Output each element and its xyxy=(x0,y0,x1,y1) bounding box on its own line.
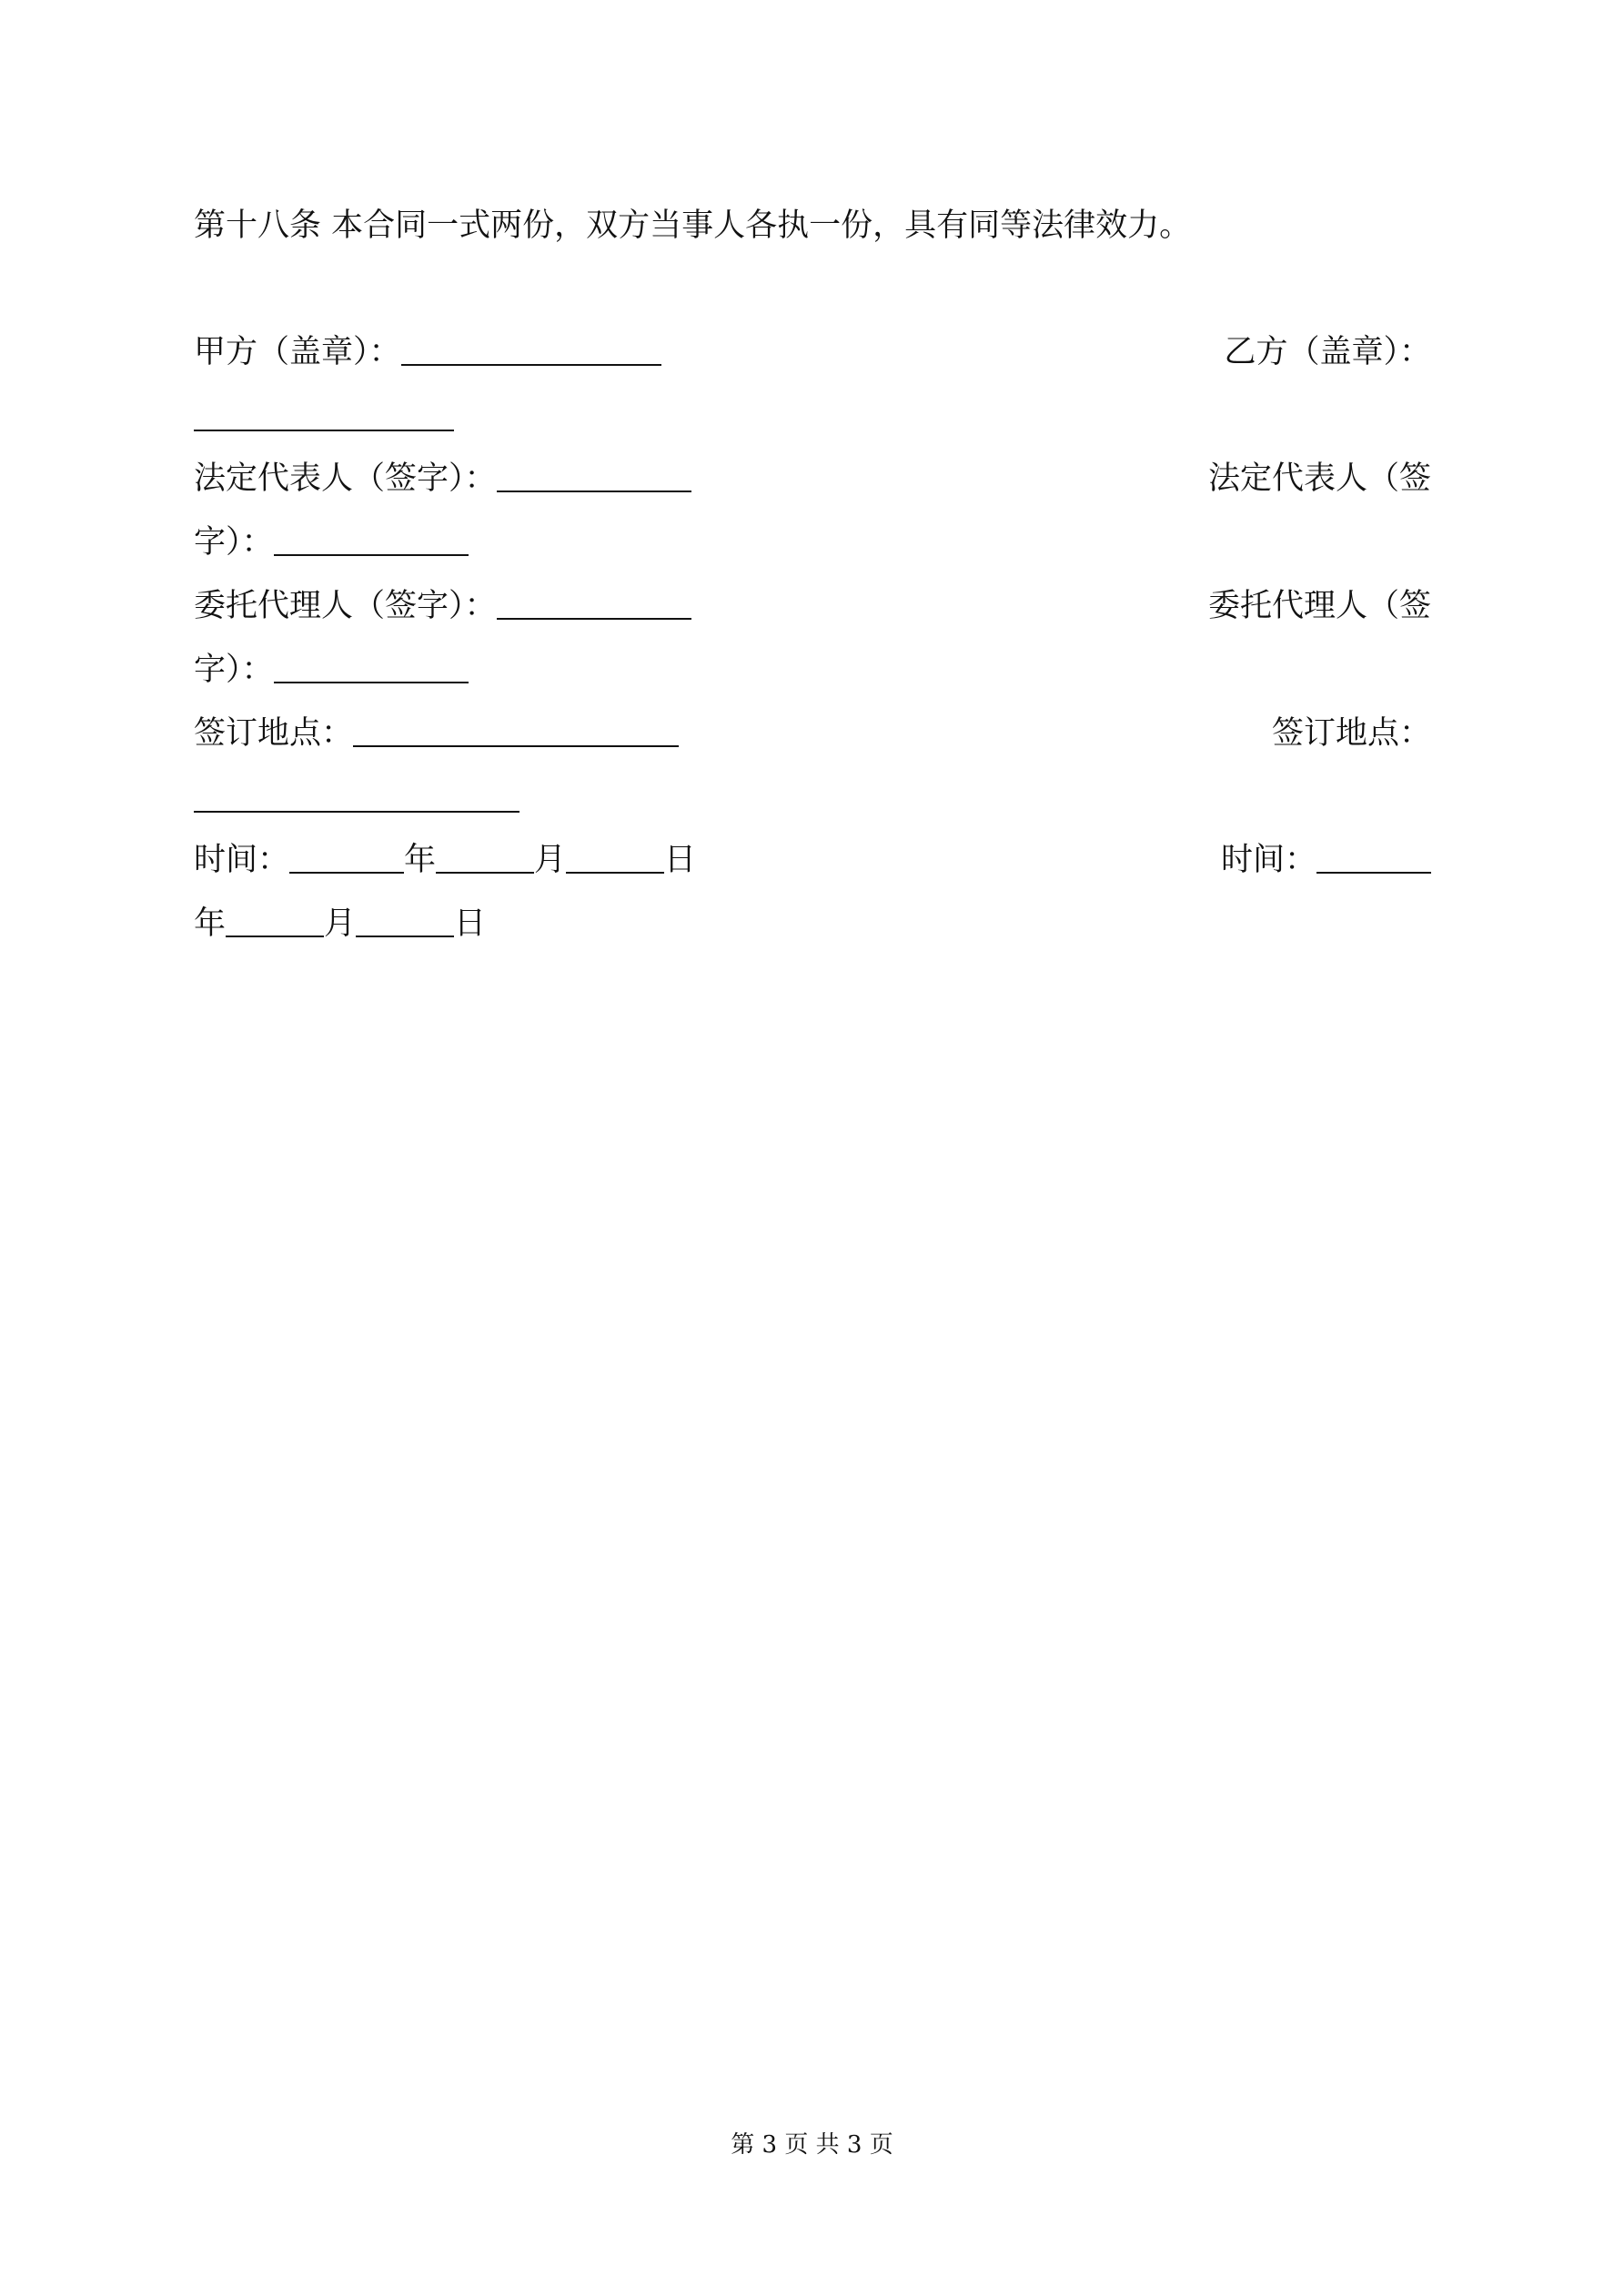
page-number-footer: 第 3 页 共 3 页 xyxy=(731,2131,893,2159)
party-b-day-label: 日 xyxy=(454,905,487,942)
party-a-agent-label: 委托代理人（签字）： xyxy=(194,588,497,624)
party-a-day-blank xyxy=(566,872,664,874)
party-a-rep-row xyxy=(194,459,691,499)
party-a-day-label: 日 xyxy=(664,842,697,878)
party-a-place-row xyxy=(194,713,679,754)
party-a-agent-row xyxy=(194,586,691,626)
party-a-time-label: 时间： xyxy=(194,842,290,878)
party-b-rep-label-line2: 字）： xyxy=(194,524,274,561)
party-b-year-blank xyxy=(1316,872,1431,874)
article-18-text: 第十八条 本合同一式两份，双方当事人各执一份，具有同等法律效力。 xyxy=(194,207,1192,244)
party-a-rep-label: 法定代表人（签字）： xyxy=(194,460,497,497)
party-a-time-row xyxy=(194,840,696,880)
party-b-agent-row xyxy=(194,650,469,690)
party-b-month-label: 月 xyxy=(324,905,357,942)
party-b-rep-row xyxy=(194,522,469,562)
party-b-place-blank xyxy=(194,811,519,813)
party-a-month-blank xyxy=(436,872,534,874)
party-a-place-blank xyxy=(353,745,679,747)
party-a-year-blank xyxy=(289,872,404,874)
party-b-rep-blank xyxy=(274,554,469,556)
party-b-rep-label-line1: 法定代表人（签 xyxy=(1207,460,1431,497)
party-a-rep-blank xyxy=(497,491,691,492)
party-b-place-label: 签订地点： xyxy=(1271,715,1431,752)
party-b-month-blank xyxy=(226,936,324,937)
party-a-seal-label: 甲方（盖章）： xyxy=(194,334,401,370)
party-b-time-label: 时间： xyxy=(1220,842,1316,878)
party-a-year-label: 年 xyxy=(404,842,437,878)
party-b-day-blank xyxy=(356,936,454,937)
party-a-month-label: 月 xyxy=(534,842,567,878)
party-a-place-label: 签订地点： xyxy=(194,715,354,752)
party-b-seal-blank xyxy=(194,430,454,431)
party-a-agent-blank xyxy=(497,618,691,620)
party-a-seal-blank xyxy=(401,364,661,366)
party-b-year-label: 年 xyxy=(194,905,227,942)
party-b-agent-label-line1: 委托代理人（签 xyxy=(1207,588,1431,624)
party-b-seal-label: 乙方（盖章）： xyxy=(1224,334,1431,370)
party-b-agent-blank xyxy=(274,682,469,683)
party-b-time-row-line1 xyxy=(1221,840,1431,880)
party-b-agent-label-line2: 字）： xyxy=(194,652,274,688)
party-a-seal-row xyxy=(194,332,661,372)
party-b-time-row-line2 xyxy=(194,904,486,944)
